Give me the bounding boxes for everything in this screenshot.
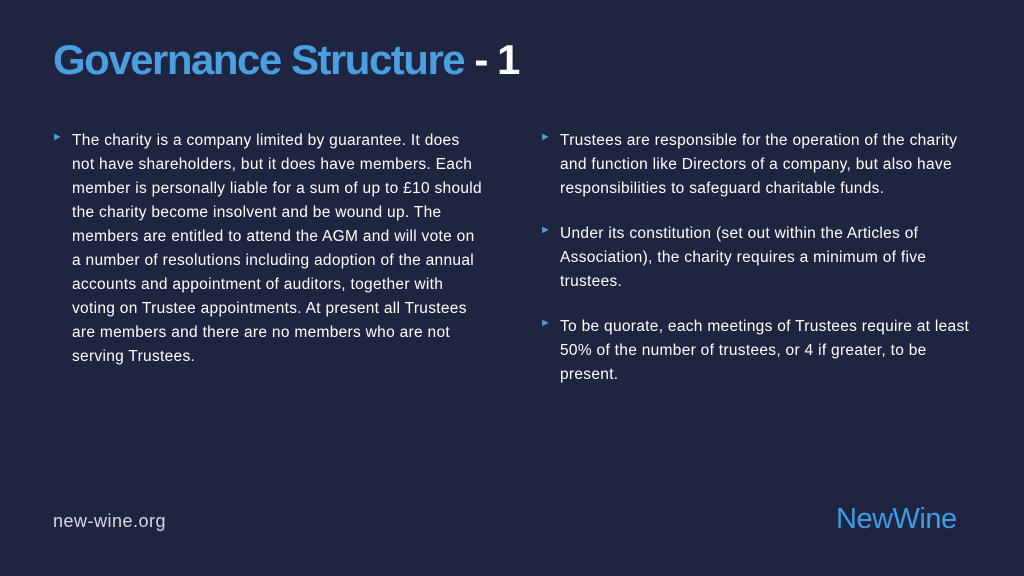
newwine-logo: NewWine: [836, 503, 957, 535]
bullet-item: [540, 222, 980, 294]
triangle-bullet-icon: ►: [540, 131, 551, 143]
right-column: [540, 129, 980, 408]
bullet-text: Under its constitution (set out within the Articles of Association), the charity requires a minimum of five trustees.: [560, 225, 927, 290]
bullet-text: The charity is a company limited by guarantee. It does not have shareholders, but it does have members. Each member is personally liable for a sum of up to £10 should the charity become insolvent and be wound up. The members are entitled to attend the AGM and will vote on a number of resolutions including adoption of the annual accounts and appointment of auditors, together with voting on Trustee appointments. At present all Trustees are members and there are no members who are not serving Trustees.: [72, 132, 482, 365]
bullet-item: [540, 315, 980, 387]
bullet-text: To be quorate, each meetings of Trustees require at least 50% of the number of trustees, or 4 if greater, to be present.: [560, 318, 970, 383]
triangle-bullet-icon: ►: [540, 224, 551, 236]
slide-title: [53, 34, 519, 86]
footer-url: new-wine.org: [53, 511, 167, 531]
slide-title-suffix: - 1: [474, 36, 519, 83]
bullet-item: [540, 129, 980, 201]
bullet-item: [52, 129, 482, 369]
triangle-bullet-icon: ►: [540, 317, 551, 329]
bullet-text: Trustees are responsible for the operation of the charity and function like Directors of a company, but also have responsibilities to safeguard charitable funds.: [560, 132, 958, 197]
slide-title-main: Governance Structure: [53, 36, 465, 83]
triangle-bullet-icon: ►: [52, 131, 63, 143]
left-column: [52, 129, 482, 390]
